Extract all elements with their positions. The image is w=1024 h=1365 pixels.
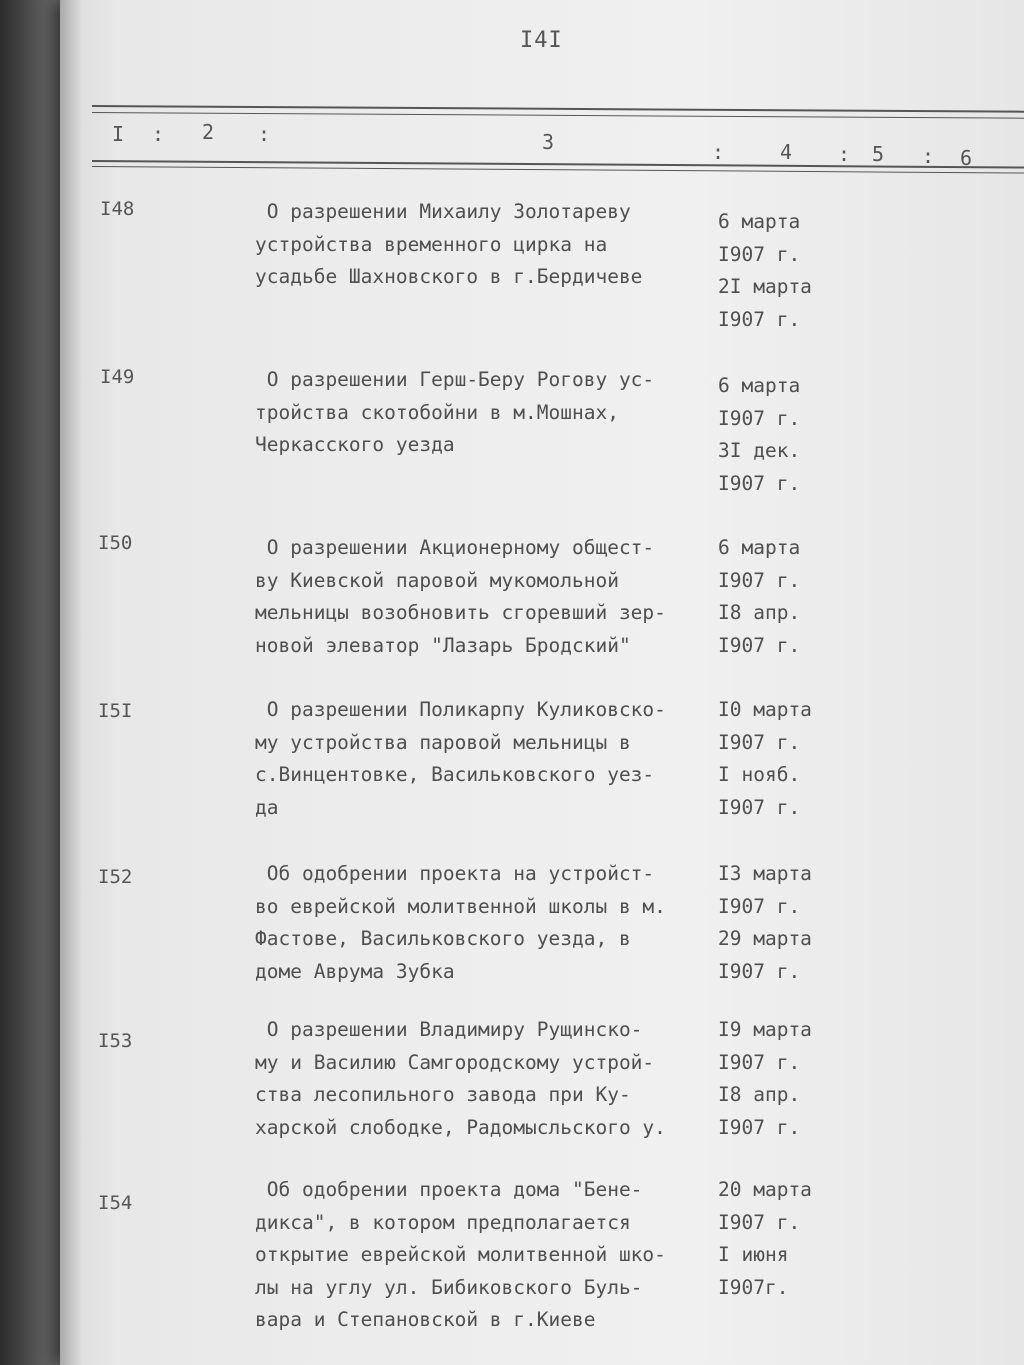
page-number: I4I	[520, 28, 563, 53]
entry-number: I53	[98, 1030, 133, 1052]
column-header-4: 4	[780, 140, 793, 164]
column-separator: :	[922, 144, 935, 168]
entry-dates: I9 марта I907 г. I8 апр. I907 г.	[718, 1018, 812, 1139]
entry-description: Об одобрении проекта дома "Бене- дикса", в котором предполагается открытие еврейской молитвенной шко- лы на углу ул. Бибиковского Буль- вара и Степановской в г.Киеве	[255, 1178, 666, 1331]
column-header-3: 3	[542, 130, 555, 154]
entry-dates: 6 марта I907 г. 2I марта I907 г.	[718, 210, 812, 331]
entry-description: О разрешении Михаилу Золотареву устройства временного цирка на усадьбе Шахновского в г.Бердичеве	[255, 200, 643, 288]
entry-dates: 6 марта I907 г. 3I дек. I907 г.	[718, 374, 801, 495]
column-separator: :	[838, 142, 851, 166]
document-page	[60, 0, 1024, 1365]
column-separator: :	[712, 140, 725, 164]
binding-edge	[0, 0, 60, 1365]
column-header-6: 6	[960, 146, 973, 170]
entry-number: I5I	[98, 700, 133, 722]
header-rule-top	[92, 105, 1024, 113]
entry-number: I50	[98, 532, 133, 554]
column-separator: :	[152, 122, 165, 146]
entry-number: I54	[98, 1192, 133, 1214]
entry-dates: 20 марта I907 г. I июня I907г.	[718, 1178, 812, 1299]
entry-description: О разрешении Герш-Беру Рогову ус- тройства скотобойни в м.Мошнах, Черкасского уезда	[255, 368, 655, 456]
entry-description: О разрешении Владимиру Рущинско- му и Василию Самгородскому устрой- ства лесопильного завода при Ку- харской слободке, Радомысльского у.	[255, 1018, 666, 1139]
entry-description: О разрешении Поликарпу Куликовско- му устройства паровой мельницы в с.Винцентовке, Васильковского уез- да	[255, 698, 666, 819]
column-header-1: I	[112, 122, 125, 146]
page-edge-shadow	[60, 0, 82, 1365]
entry-description: Об одобрении проекта на устройст- во еврейской молитвенной школы в м. Фастове, Васильковского уезда, в доме Аврума Зубка	[255, 862, 666, 983]
entry-number: I49	[100, 366, 135, 388]
header-rule-top-second	[92, 112, 1024, 119]
entry-dates: I3 марта I907 г. 29 марта I907 г.	[718, 862, 812, 983]
column-header-2: 2	[202, 120, 215, 144]
column-separator: :	[258, 122, 271, 146]
entry-number: I52	[98, 866, 133, 888]
entry-number: I48	[100, 198, 135, 220]
column-header-5: 5	[872, 142, 885, 166]
entry-dates: 6 марта I907 г. I8 апр. I907 г.	[718, 536, 801, 657]
entry-description: О разрешении Акционерному общест- ву Киевской паровой мукомольной мельницы возобновить сгоревший зер- новой элеватор "Лазарь Бродский"	[255, 536, 666, 657]
entry-dates: I0 марта I907 г. I нояб. I907 г.	[718, 698, 812, 819]
